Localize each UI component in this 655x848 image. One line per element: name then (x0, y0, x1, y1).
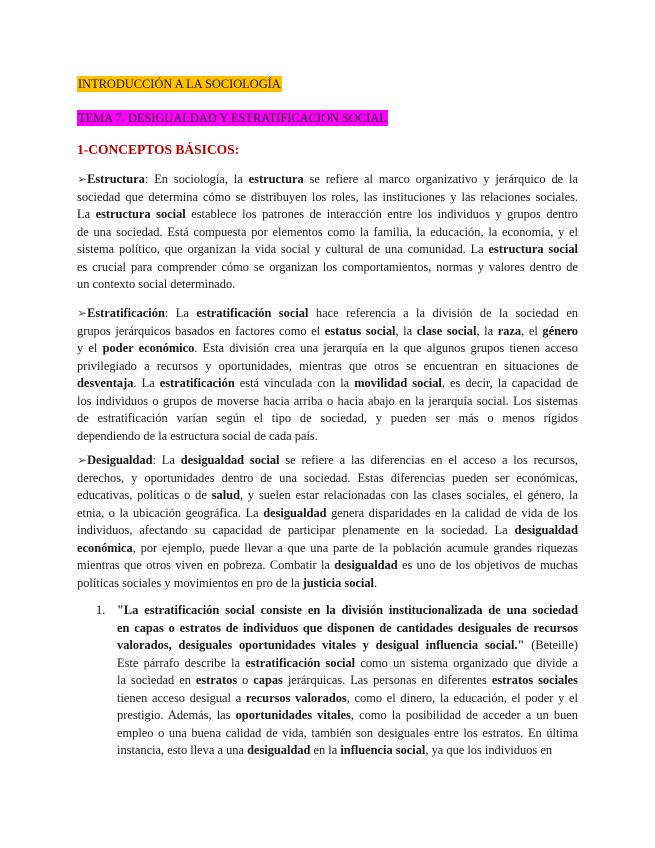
bold-term: valorados, desiguales oportunidades vitales y desigual influencia social." (117, 638, 525, 652)
term-heading: Desigualdad (87, 453, 153, 467)
text-run: como un sistema organizado que divide a (355, 655, 579, 670)
list-number: 1. (96, 603, 106, 617)
text-run: la sociedad en (117, 673, 196, 687)
bold-term: estructura social (488, 242, 578, 256)
text-run: establece los patrones de interacción entre los individuos y grupos dentro (185, 207, 578, 221)
text-run: está vinculada con la (234, 376, 355, 390)
text-run: (Beteille) (524, 638, 578, 652)
bold-term: capas (253, 673, 283, 687)
paragraph-line (77, 487, 578, 503)
text-run: genera disparidades en la calidad de vida de los (326, 505, 578, 520)
text-run: es uno de los objetivos de muchas (397, 558, 578, 572)
paragraph-line (77, 305, 578, 321)
text-run: , como el dinero, la educación, el poder y el (346, 690, 578, 705)
text-run: políticas sociales y movimientos en pro de la (77, 575, 303, 590)
bold-term: estatus social (324, 323, 396, 338)
bold-term: en capas o estratos de individuos que disponen de cantidades desiguales de recursos (117, 620, 578, 635)
text-run: , y suelen estar relacionadas con las clases sociales, el género, la (239, 488, 578, 502)
text-run: tienen acceso desigual a (117, 690, 246, 705)
paragraph-line (117, 602, 578, 618)
bold-term: estratos sociales (491, 673, 579, 687)
text-run: instancia, esto lleva a una (117, 743, 248, 757)
text-run: , la (395, 323, 417, 338)
course-title: INTRODUCCIÓN A LA SOCIOLOGÍA (78, 77, 281, 91)
text-run: , el (521, 323, 543, 338)
arrow-bullet-icon: ➢ (77, 172, 88, 186)
text-run: , es decir, la capacidad de (441, 376, 578, 390)
bold-term: oportunidades vitales (235, 708, 351, 722)
paragraph-line (117, 655, 578, 671)
paragraph-line (77, 358, 578, 374)
bold-term: estratos (195, 673, 238, 687)
text-run: un contexto social determinado. (77, 277, 236, 291)
text-run: los individuos o grupos de moverse hacia arriba o hacia abajo en la jerarquía social. Los sistemas (77, 393, 578, 408)
paragraph-line (77, 224, 578, 240)
paragraph-line (77, 375, 578, 391)
bold-term: desigualdad (263, 505, 327, 520)
paragraph-line (117, 742, 578, 758)
paragraph-line (117, 690, 578, 706)
term-heading: Estratificación (87, 306, 165, 320)
bold-term: influencia social (340, 743, 426, 757)
paragraph-line (117, 620, 578, 636)
text-run: educativas, políticas o de (77, 488, 212, 502)
text-run: privilegiado a recursos y oportunidades, mientras que otros se encuentran en situaciones de (77, 358, 578, 373)
bold-term: desigualdad social (180, 453, 280, 467)
text-run: de una sociedad. Está compuesta por elementos como la familia, la educación, la economía, y el (77, 224, 578, 239)
paragraph-line (117, 637, 578, 653)
bold-term: estratificación (159, 376, 235, 390)
course-title-line (77, 76, 578, 92)
bold-term: estratificación social (245, 655, 356, 670)
text-run: , la (476, 323, 498, 338)
text-run: empleo o una buena calidad de vida, también son desiguales entre los estratos. En última (117, 725, 578, 740)
paragraph-line (77, 470, 578, 486)
text-run: . La (133, 376, 160, 390)
paragraph-line (77, 410, 578, 426)
text-run: grupos jerárquicos basados en factores como el (77, 323, 325, 338)
text-run: se refiere a las diferencias en el acceso a los recursos, (279, 453, 578, 467)
paragraph-line (117, 725, 578, 741)
paragraph-line (77, 428, 578, 444)
paragraph-line (77, 189, 578, 205)
text-run: es crucial para comprender cómo se organizan los comportamientos, normas y valores dentro de (77, 259, 578, 274)
paragraph-line (77, 505, 578, 521)
bold-term: económica (77, 540, 133, 555)
text-run: prestigio. Además, las (117, 708, 236, 722)
text-run: , como la posibilidad de acceder a un buen (350, 708, 578, 722)
text-run: : La (152, 453, 181, 467)
text-run: o (237, 673, 254, 687)
text-run: La (77, 207, 96, 221)
paragraph-line (77, 575, 578, 591)
text-run: : La (164, 306, 197, 320)
paragraph-line (77, 557, 578, 573)
paragraph-line (77, 241, 578, 257)
text-run: mientras que otros viven en pobreza. Combatir la (77, 558, 335, 572)
paragraph-line (77, 393, 578, 409)
bold-term: desigualdad (334, 558, 398, 572)
bold-term: estratificación social (196, 306, 309, 320)
term-heading: Estructura (87, 172, 145, 186)
topic-title: TEMA 7. DESIGUALDAD Y ESTRATIFICACIÓN SOCIAL (78, 111, 387, 125)
text-run: hace referencia a la división de la sociedad en (308, 306, 579, 320)
text-run: , ya que los individuos en (425, 743, 553, 757)
paragraph-line (77, 340, 578, 356)
text-run: derechos, y oportunidades dentro de una sociedad. Estas diferencias pueden ser económicas, (77, 470, 578, 485)
topic-title-line (77, 110, 578, 126)
bold-term: "La estratificación social consiste en la división institucionalizada de una sociedad (117, 603, 578, 617)
paragraph-line (77, 171, 578, 187)
bold-term: salud (211, 488, 240, 502)
text-run: . Esta división crea una jerarquía en la que algunos grupos tienen acceso (194, 341, 578, 355)
text-run: dependiendo de la estructura social de cada país. (77, 428, 318, 443)
bold-term: estructura social (95, 207, 186, 221)
text-run: se refiere al marco organizativo y jerárquico de la (303, 172, 578, 186)
text-run: , por ejemplo, puede llevar a que una parte de la población acumule grandes riquezas (132, 540, 578, 555)
paragraph-line (77, 206, 578, 222)
text-run: . (374, 575, 378, 590)
paragraph-line (77, 259, 578, 275)
bold-term: género (542, 323, 578, 338)
text-run: Este párrafo describe la (117, 655, 246, 670)
text-run: jerárquicas. Las personas en diferentes (282, 673, 492, 687)
paragraph-line (77, 452, 578, 468)
bold-term: raza (497, 323, 522, 338)
text-run: y el (77, 341, 103, 355)
paragraph-line (77, 276, 578, 292)
bold-term: desigualdad (514, 523, 578, 537)
text-run: de estratificación varían según el tipo de sociedad, y pueden ser más o menos rígidos (77, 411, 578, 425)
paragraph-line (77, 323, 578, 339)
bold-term: estructura (248, 172, 304, 186)
paragraph-line (77, 522, 578, 538)
section-title: 1-CONCEPTOS BÁSICOS: (77, 142, 240, 157)
paragraph-line (77, 540, 578, 556)
bold-term: desventaja (77, 376, 134, 390)
text-run: sistema político, que organizan la vida social y cultural de una comunidad. La (77, 242, 489, 256)
text-run: : En sociología, la (144, 172, 249, 186)
text-run: etnia, o la ubicación geográfica. La (77, 505, 264, 520)
paragraph-line (117, 707, 578, 723)
bold-term: clase social (416, 323, 477, 338)
bold-term: justicia social (302, 575, 374, 590)
arrow-bullet-icon: ➢ (77, 453, 88, 467)
bold-term: movilidad social (354, 376, 442, 390)
text-run: en la (310, 743, 341, 757)
arrow-bullet-icon: ➢ (77, 306, 88, 320)
text-run: individuos, afectando su capacidad de participar plenamente en la sociedad. La (77, 523, 515, 537)
paragraph-line (117, 672, 578, 688)
bold-term: recursos valorados (245, 690, 347, 705)
bold-term: desigualdad (247, 743, 311, 757)
bold-term: poder económico (102, 341, 195, 355)
text-run: sociedad que determina cómo se distribuyen los roles, las instituciones y las relaciones sociales. (77, 189, 578, 204)
